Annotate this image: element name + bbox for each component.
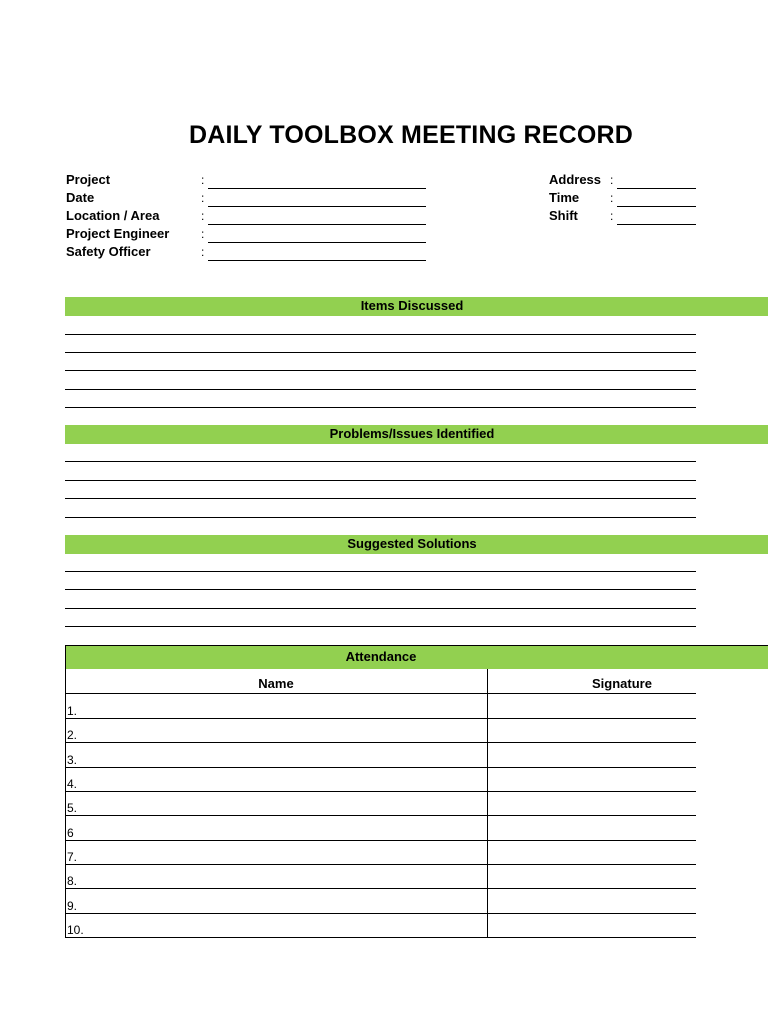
attendance-title: Attendance [345,649,417,664]
date-label: Date [66,190,95,205]
problems-line[interactable] [65,498,696,499]
location-colon: : [201,209,205,223]
location-field[interactable] [208,224,426,225]
time-label: Time [549,190,580,205]
address-colon: : [610,173,614,187]
items-discussed-line[interactable] [65,389,696,390]
project-label: Project [66,172,111,187]
row-number: 7. [67,850,78,864]
project-engineer-colon: : [201,227,205,241]
attendance-column-headers [65,669,696,694]
project-colon: : [201,173,205,187]
row-number: 5. [67,801,78,815]
shift-colon: : [610,209,614,223]
solutions-line[interactable] [65,608,696,609]
project-field[interactable] [208,188,426,189]
attendance-row[interactable] [65,791,696,816]
row-number: 6 [67,826,74,840]
safety-officer-colon: : [201,245,205,259]
name-column-header: Name [258,676,294,691]
row-number: 8. [67,874,78,888]
attendance-header [65,645,768,669]
row-number: 3. [67,753,78,767]
attendance-row[interactable] [65,743,696,768]
row-number: 2. [67,728,78,742]
solutions-line[interactable] [65,571,696,572]
solutions-line[interactable] [65,626,696,627]
attendance-row[interactable] [65,913,696,938]
solutions-header [65,535,768,554]
attendance-row[interactable] [65,767,696,792]
time-field[interactable] [617,206,696,207]
items-discussed-title: Items Discussed [360,298,464,313]
time-colon: : [610,191,614,205]
items-discussed-header [65,297,768,316]
signature-column-header: Signature [592,676,652,691]
location-label: Location / Area [66,208,160,223]
shift-label: Shift [549,208,578,223]
problems-header [65,425,768,444]
attendance-row[interactable] [65,694,696,719]
row-number: 10. [67,923,84,937]
safety-officer-label: Safety Officer [66,244,151,259]
address-field[interactable] [617,188,696,189]
solutions-title: Suggested Solutions [347,536,477,551]
attendance-row[interactable] [65,816,696,841]
problems-line[interactable] [65,480,696,481]
safety-officer-field[interactable] [208,260,426,261]
date-colon: : [201,191,205,205]
project-engineer-field[interactable] [208,242,426,243]
row-number: 9. [67,899,78,913]
shift-field[interactable] [617,224,696,225]
problems-title: Problems/Issues Identified [329,426,495,441]
items-discussed-line[interactable] [65,407,696,408]
project-engineer-label: Project Engineer [66,226,170,241]
items-discussed-line[interactable] [65,334,696,335]
problems-line[interactable] [65,517,696,518]
solutions-line[interactable] [65,589,696,590]
items-discussed-line[interactable] [65,352,696,353]
attendance-row[interactable] [65,889,696,914]
date-field[interactable] [208,206,426,207]
address-label: Address [549,172,602,187]
items-discussed-line[interactable] [65,370,696,371]
attendance-row[interactable] [65,864,696,889]
attendance-row[interactable] [65,718,696,743]
row-number: 4. [67,777,78,791]
problems-line[interactable] [65,461,696,462]
row-number: 1. [67,704,78,718]
attendance-row[interactable] [65,840,696,865]
page-title: DAILY TOOLBOX MEETING RECORD [188,121,634,149]
